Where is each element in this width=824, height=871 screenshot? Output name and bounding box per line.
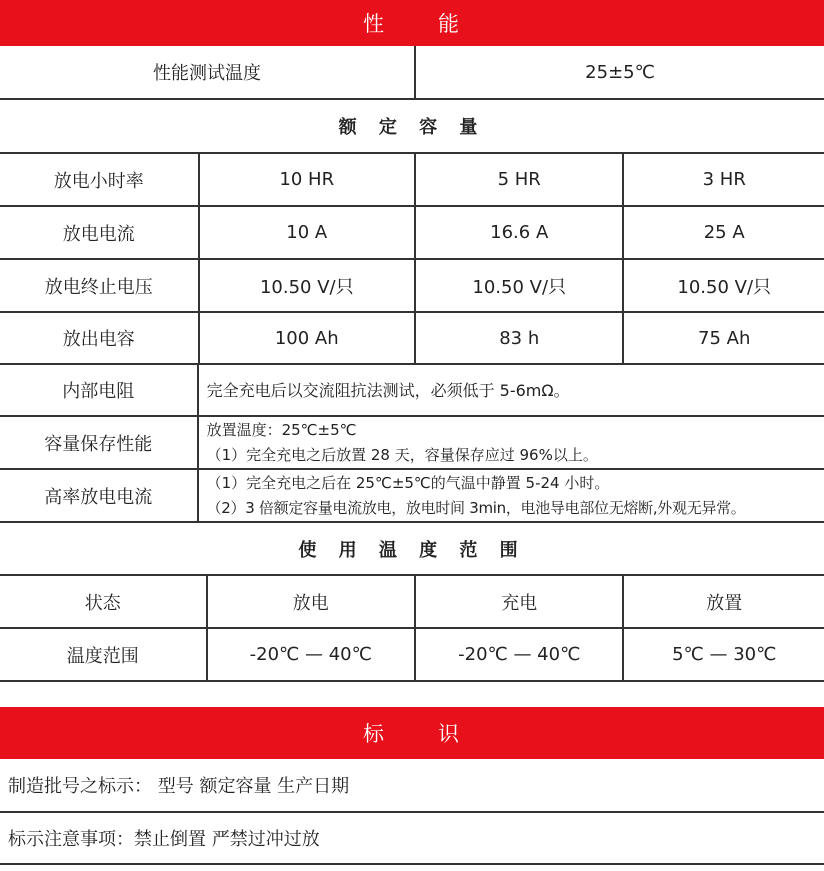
row-value: 5 HR bbox=[416, 154, 624, 205]
marking-line2 bbox=[0, 813, 824, 863]
marking-header-char2: 识 bbox=[438, 722, 461, 746]
table-row bbox=[0, 260, 824, 311]
table-row bbox=[0, 154, 824, 205]
capacity-retention-label: 容量保存性能 bbox=[0, 417, 199, 468]
row-value: 3 HR bbox=[702, 169, 746, 190]
test-temp-label: 性能测试温度 bbox=[0, 46, 416, 98]
temp-values-discharge: -20℃ — 40℃ bbox=[208, 629, 416, 680]
rated-capacity-title: 额 定 容 量 bbox=[338, 117, 486, 138]
row-value: 100 Ah bbox=[200, 313, 416, 363]
row-label: 放电终止电压 bbox=[0, 260, 200, 311]
high-rate-label: 高率放电电流 bbox=[0, 470, 199, 521]
temp-header-label: 状态 bbox=[0, 576, 208, 627]
temp-header-row bbox=[0, 576, 824, 627]
temp-header-storage: 放置 bbox=[706, 592, 743, 614]
marking-line1-text: 制造批号之标示： 型号 额定容量 生产日期 bbox=[8, 776, 350, 797]
capacity-retention-line1: 放置温度：25℃±5℃ bbox=[206, 420, 357, 439]
temp-values-charge: -20℃ — 40℃ bbox=[416, 629, 624, 680]
temp-header-charge: 充电 bbox=[416, 576, 624, 627]
row-value: 10.50 V/只 bbox=[200, 260, 416, 311]
capacity-retention-row bbox=[0, 417, 824, 468]
row-value: 10 HR bbox=[200, 154, 416, 205]
table-row bbox=[0, 313, 824, 363]
row-label: 放电小时率 bbox=[0, 154, 200, 205]
temp-header-discharge: 放电 bbox=[208, 576, 416, 627]
temp-values-storage: 5℃ — 30℃ bbox=[672, 644, 777, 665]
test-temp-row bbox=[0, 46, 824, 98]
internal-resistance-row bbox=[0, 365, 824, 415]
marking-header bbox=[0, 707, 824, 759]
row-value: 10 A bbox=[200, 207, 416, 258]
temp-values-label: 温度范围 bbox=[0, 629, 208, 680]
performance-header-char2: 能 bbox=[438, 12, 461, 36]
temp-range-title: 使 用 温 度 范 围 bbox=[298, 539, 526, 561]
high-rate-line1: （1）完全充电之后在 25℃±5℃的气温中静置 5-24 小时。 bbox=[206, 473, 610, 492]
high-rate-line2: （2）3 倍额定容量电流放电，放电时间 3min，电池导电部位无熔断,外观无异常。 bbox=[206, 498, 746, 517]
row-value: 10.50 V/只 bbox=[416, 260, 624, 311]
row-value: 75 Ah bbox=[698, 327, 751, 349]
test-temp-value: 25±5℃ bbox=[585, 61, 655, 83]
internal-resistance-text: 完全充电后以交流阻抗法测试，必须低于 5-6mΩ。 bbox=[206, 380, 570, 400]
marking-line1 bbox=[0, 759, 824, 811]
performance-header bbox=[0, 0, 824, 46]
high-rate-row bbox=[0, 470, 824, 521]
row-label: 放出电容 bbox=[0, 313, 200, 363]
row-value: 10.50 V/只 bbox=[677, 276, 772, 298]
table-row bbox=[0, 207, 824, 258]
temp-values-row bbox=[0, 629, 824, 680]
row-label: 放电电流 bbox=[0, 207, 200, 258]
marking-header-char1: 标 bbox=[363, 722, 386, 746]
row-value: 25 A bbox=[703, 222, 745, 243]
marking-line2-text: 标示注意事项：禁止倒置 严禁过冲过放 bbox=[8, 829, 320, 850]
row-value: 16.6 A bbox=[416, 207, 624, 258]
performance-header-char1: 性 bbox=[363, 12, 386, 36]
capacity-retention-line2: （1）完全充电之后放置 28 天，容量保存应过 96%以上。 bbox=[206, 445, 598, 464]
row-value: 83 h bbox=[416, 313, 624, 363]
internal-resistance-label: 内部电阻 bbox=[0, 365, 199, 415]
